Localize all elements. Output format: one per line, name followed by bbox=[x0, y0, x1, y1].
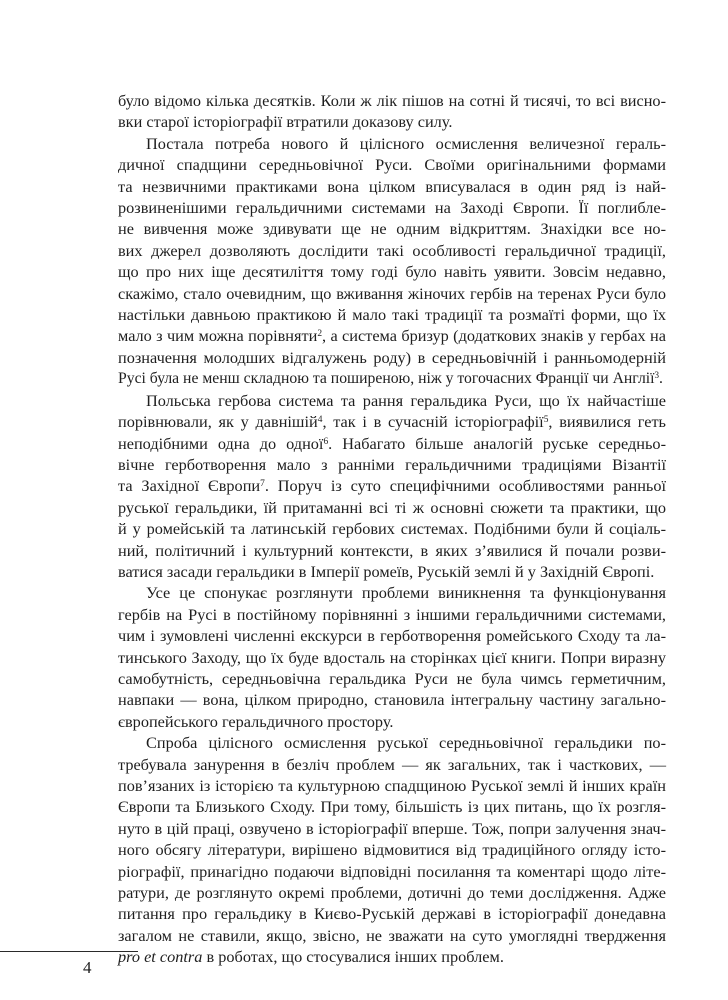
text-run: розвиненішими геральдичними системами на Заході Європи. Її поглибле- bbox=[118, 198, 666, 218]
text-line bbox=[118, 561, 666, 582]
text-line bbox=[118, 133, 666, 154]
text-line bbox=[118, 390, 666, 411]
text-line bbox=[118, 240, 666, 261]
text-line bbox=[118, 946, 666, 967]
footer-rule bbox=[0, 951, 138, 952]
text-line bbox=[118, 325, 666, 346]
text-run: руської геральдики, їй притаманні всі ті ж основні сюжети та практики, що bbox=[118, 497, 666, 517]
text-run: гербів на Русі в постійному порівнянні з іншими геральдичними системами, bbox=[118, 604, 666, 624]
text-run: нуто в цій праці, озвучено в історіографії вперше. Тож, попри залучення знач- bbox=[118, 818, 666, 838]
text-run: чим і зумовлені численні екскурси в герботворення ромейського Сходу та ла- bbox=[118, 626, 666, 646]
text-line bbox=[118, 497, 666, 518]
footnote-ref: 4 bbox=[317, 414, 323, 425]
text-line bbox=[118, 475, 666, 496]
text-line bbox=[118, 304, 666, 325]
text-run: навпаки — вона, цілком природно, становила інтегральну частину загально- bbox=[118, 690, 666, 710]
text-line bbox=[118, 411, 666, 432]
text-run: мало з чим можна порівняти bbox=[118, 326, 318, 346]
text-line bbox=[118, 882, 666, 903]
text-run: було відомо кілька десятків. Коли ж лік пішов на сотні й тисячі, то всі висно- bbox=[118, 91, 666, 110]
text-line bbox=[118, 775, 666, 796]
footnote-ref: 3 bbox=[654, 370, 660, 381]
text-line bbox=[118, 518, 666, 539]
text-run: питання про геральдику в Києво-Руській державі в історіографії донедавна bbox=[118, 904, 666, 924]
text-run: , виявилися геть bbox=[548, 412, 666, 432]
text-run: , а система бризур (додаткових знаків у гербах на bbox=[322, 326, 666, 346]
text-run: та незвичними практиками вона цілком вписувалася в один ряд із най- bbox=[118, 176, 666, 196]
text-run: Постала потреба нового й цілісного осмислення величезної гераль- bbox=[146, 133, 666, 153]
text-run: пов’язаних із історією та культурною спадщиною Руської землі й інших країн bbox=[118, 776, 666, 795]
text-line bbox=[118, 197, 666, 218]
text-line bbox=[118, 582, 666, 603]
text-run: скажімо, стало очевидним, що вживання жіночих гербів на теренах Руси було bbox=[118, 283, 666, 303]
text-line bbox=[118, 625, 666, 646]
text-line bbox=[118, 818, 666, 839]
text-line bbox=[118, 689, 666, 710]
text-line bbox=[118, 218, 666, 239]
text-line bbox=[118, 668, 666, 689]
text-run: ватися засади геральдики в Імперії ромеїв, Руській землі й у Західній Європі. bbox=[118, 561, 655, 581]
text-run: вих джерел дозволяють дослідити такі особливості геральдичної традиції, bbox=[118, 240, 666, 260]
text-run: Спроба цілісного осмислення руської середньовічної геральдики по- bbox=[146, 733, 666, 753]
italic-text: pro et contra bbox=[118, 947, 203, 967]
text-run: самобутність, середньовічна геральдика Руси не була чимсь герметичним, bbox=[118, 668, 666, 688]
text-run: Русі була не менш складною та поширеною, ніж у тогочасних Франції чи Англії bbox=[118, 370, 655, 388]
footnote-ref: 5 bbox=[543, 414, 549, 425]
paragraph bbox=[118, 133, 666, 390]
text-run: ного обсягу літератури, вирішено відмовитися від традиційного огляду істо- bbox=[118, 840, 666, 860]
text-line bbox=[118, 368, 666, 389]
text-line bbox=[118, 903, 666, 924]
text-run: требувала занурення в безліч проблем — як загальних, так і часткових, — bbox=[118, 754, 666, 774]
body-text bbox=[118, 90, 666, 968]
text-run: . Поруч із суто специфічними особливостями ранньої bbox=[264, 476, 666, 496]
text-line bbox=[118, 433, 666, 454]
text-run: . Набагато більше аналогій руське середньо- bbox=[328, 433, 666, 453]
text-line bbox=[118, 711, 666, 732]
footnote-ref: 2 bbox=[317, 329, 323, 340]
text-line bbox=[118, 347, 666, 368]
page-number: 4 bbox=[83, 958, 92, 977]
text-line bbox=[118, 647, 666, 668]
paragraph bbox=[118, 390, 666, 583]
text-run: тинського Заходу, що їх буде вдосталь на сторінках цієї книги. Попри виразну bbox=[118, 647, 666, 667]
text-line bbox=[118, 754, 666, 775]
paragraph bbox=[118, 732, 666, 967]
text-line bbox=[118, 283, 666, 304]
footnote-ref: 7 bbox=[260, 479, 265, 490]
text-run: Усе це спонукає розглянути проблеми виникнення та функціонування bbox=[146, 583, 666, 603]
text-run: та Західної Європи bbox=[118, 476, 261, 496]
text-run: загалом не ставили, якщо, звісно, не зважати на суто умоглядні твердження bbox=[118, 925, 666, 945]
paragraph bbox=[118, 582, 666, 732]
text-line bbox=[118, 261, 666, 282]
text-run: й у ромейській та латинській гербових системах. Подібними були й соціаль- bbox=[118, 519, 666, 539]
text-line bbox=[118, 604, 666, 625]
text-run: вки старої історіографії втратили доказову силу. bbox=[118, 112, 453, 132]
text-run: ратури, де розглянуто окремі проблеми, дотичні до теми дослідження. Адже bbox=[118, 883, 666, 903]
text-line bbox=[118, 861, 666, 882]
text-run: європейського геральдичного простору. bbox=[118, 711, 394, 731]
text-run: позначення молодших відгалужень роду) в середньовічній і ранньомодерній bbox=[118, 347, 666, 367]
text-run: Європи та Близького Сходу. При тому, більшість із цих питань, що їх розгля- bbox=[118, 797, 666, 817]
text-run: настільки давньою практикою й мало такі традиції та розмаїті форми, що їх bbox=[118, 305, 666, 325]
text-run: ріографії, принагідно подаючи відповідні посилання та коментарі щодо літе- bbox=[118, 861, 666, 881]
text-run: порівнювали, як у давнішій bbox=[118, 412, 318, 432]
text-line bbox=[118, 111, 666, 132]
text-run: Польська гербова система та рання геральдика Руси, що їх найчастіше bbox=[146, 390, 666, 410]
footnote-ref: 6 bbox=[323, 436, 329, 447]
text-line bbox=[118, 796, 666, 817]
text-line bbox=[118, 839, 666, 860]
text-run: неподібними одна до одної bbox=[118, 433, 324, 453]
text-line bbox=[118, 540, 666, 561]
text-run: в роботах, що стосувалися інших проблем. bbox=[202, 947, 504, 967]
text-line bbox=[118, 154, 666, 175]
text-line bbox=[118, 176, 666, 197]
text-run: вічне герботворення мало з ранніми геральдичними традиціями Візантії bbox=[118, 454, 666, 474]
text-run: не вивчення може здивувати ще не одним відкриттям. Знахідки все но- bbox=[118, 219, 666, 239]
text-line bbox=[118, 732, 666, 753]
text-run: ний, політичний і культурний контексти, в яких з’явилися й почали розви- bbox=[118, 540, 666, 560]
text-run: що про них іще десятиліття тому годі було навіть уявити. Зовсім недавно, bbox=[118, 262, 666, 282]
text-run: , так і в сучасній історіографії bbox=[322, 412, 544, 432]
text-line bbox=[118, 925, 666, 946]
text-run: дичної спадщини середньовічної Руси. Своїми оригінальними формами bbox=[118, 155, 666, 175]
text-line bbox=[118, 90, 666, 111]
text-run: . bbox=[659, 370, 663, 388]
paragraph bbox=[118, 90, 666, 133]
text-line bbox=[118, 454, 666, 475]
